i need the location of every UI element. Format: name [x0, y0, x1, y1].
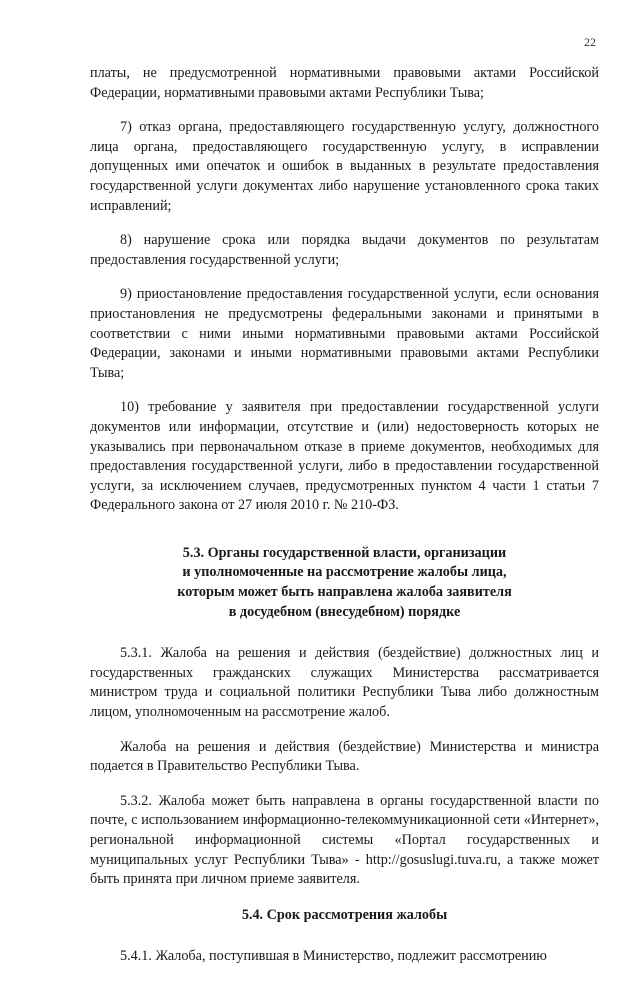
paragraph: 8) нарушение срока или порядка выдачи документов по результатам предоставления государственной услуги; — [90, 232, 599, 268]
document-body — [90, 64, 599, 982]
paragraph: 9) приостановление предоставления государственной услуги, если основания приостановления не предусмотрены федеральными законами и принятыми в соответствии с ними иными нормативными правовыми актами Российской Федерации, законами и иными нормативными правовыми актами Республики Тыва; — [90, 286, 599, 381]
page-number: 22 — [584, 35, 596, 49]
paragraph: 5.4.1. Жалоба, поступившая в Министерство, подлежит рассмотрению — [120, 948, 547, 965]
heading-line: которым может быть направлена жалоба заявителя — [177, 584, 512, 601]
heading-line: и уполномоченные на рассмотрение жалобы лица, — [182, 564, 507, 581]
paragraph: платы, не предусмотренной нормативными правовыми актами Российской Федерации, нормативными правовыми актами Республики Тыва; — [90, 65, 599, 101]
paragraph: Жалоба на решения и действия (бездействие) Министерства и министра подается в Правительство Республики Тыва. — [90, 738, 599, 775]
heading-line: 5.3. Органы государственной власти, организации — [182, 544, 507, 561]
section-heading-5-4: 5.4. Срок рассмотрения жалобы — [241, 906, 448, 923]
paragraph: 5.3.2. Жалоба может быть направлена в органы государственной власти по почте, с использованием информационно-телекоммуникационной сети «Интернет», региональной информационной системы «Портал государственных и муниципальных услуг Республики Тыва» - http://gosuslugi.tuva.ru, а также может быть принята при личном приеме заявителя. — [90, 792, 599, 888]
paragraph: 7) отказ органа, предоставляющего государственную услугу, должностного лица органа, предоставляющего государственную услугу, в исправлении допущенных ими опечаток и ошибок в выданных в результате предоставления государственной услуги документах либо нарушение установленного срока таких исправлений; — [90, 119, 599, 214]
heading-line: в досудебном (внесудебном) порядке — [228, 603, 461, 620]
paragraph: 10) требование у заявителя при предоставлении государственной услуги документов или информации, отсутствие и (или) недостоверность которых не указывались при первоначальном отказе в приеме документов, необходимых для предоставления государственной услуги, либо в предоставлении государственной услуги, за исключением случаев, предусмотренных пунктом 4 части 1 статьи 7 Федерального закона от 27 июля 2010 г. № 210-ФЗ. — [90, 399, 599, 514]
section-heading-5-3 — [90, 544, 599, 622]
paragraph: 5.3.1. Жалоба на решения и действия (бездействие) должностных лиц и государственных гражданских служащих Министерства рассматривается министром труда и социальной политики Республики Тыва либо должностным лицом, уполномоченным на рассмотрение жалоб. — [90, 645, 599, 721]
